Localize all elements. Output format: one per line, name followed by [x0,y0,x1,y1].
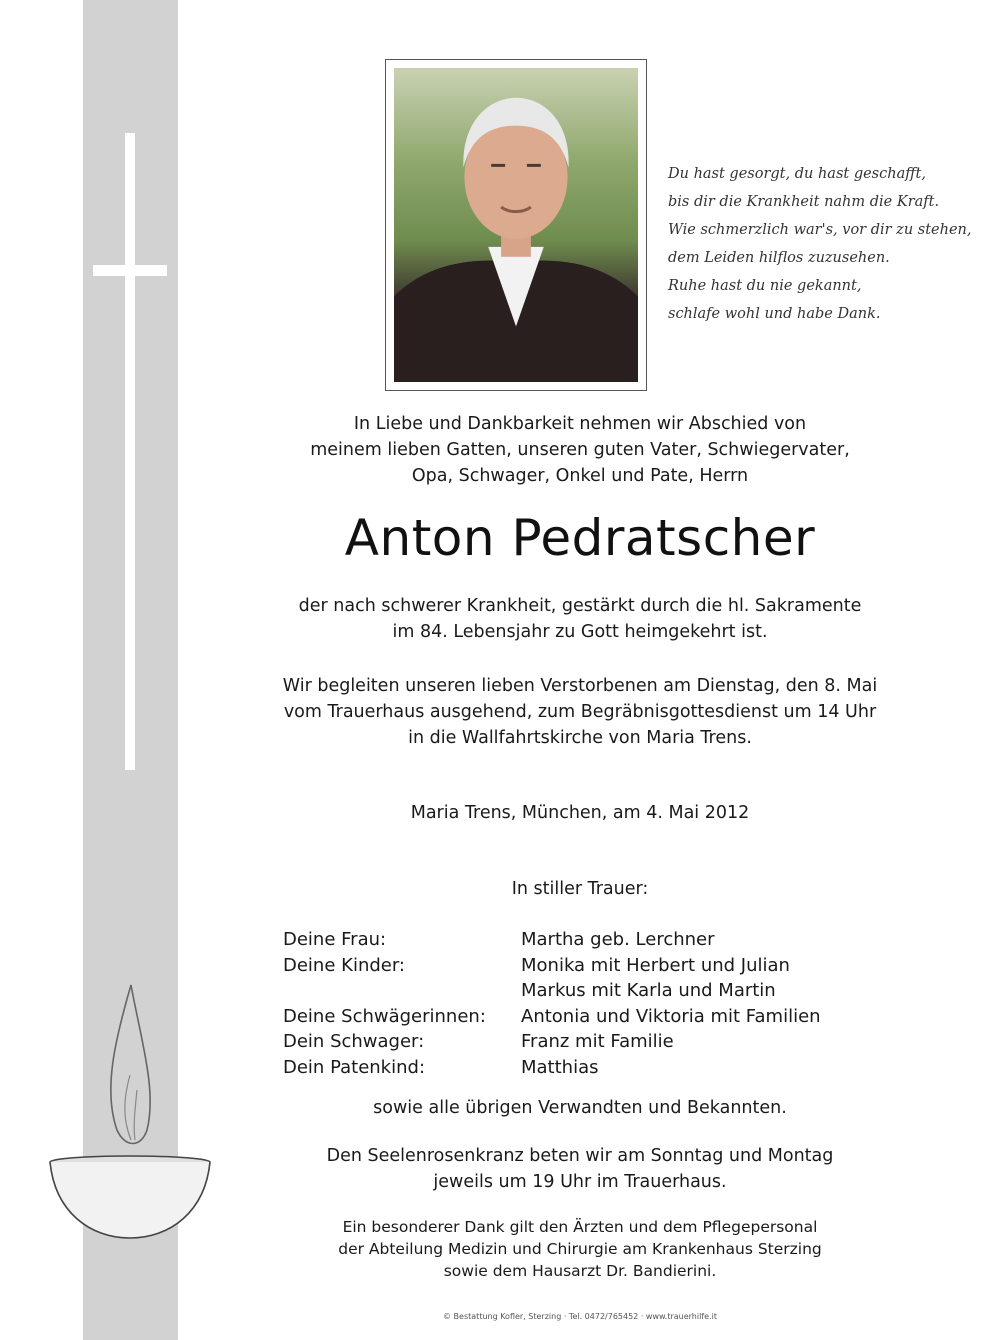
notice-line: im 84. Lebensjahr zu Gott heimgekehrt ist. [392,622,768,642]
candle-bowl-icon [45,980,215,1240]
notice-line: der nach schwerer Krankheit, gestärkt durch die hl. Sakramente [298,596,862,616]
funeral-line: in die Wallfahrtskirche von Maria Trens. [408,728,752,748]
intro-text [200,411,960,489]
family-row [283,1055,821,1081]
intro-line: In Liebe und Dankbarkeit nehmen wir Abschied von [353,414,807,434]
family-value: Martha geb. Lerchner [521,929,715,950]
poem-line: dem Leiden hilflos zuzusehen. [668,250,890,266]
rosary-line: jeweils um 19 Uhr im Trauerhaus. [433,1172,727,1192]
family-label: Dein Patenkind: [283,1056,426,1078]
thanks-line: der Abteilung Medizin und Chirurgie am Krankenhaus Sterzing [338,1240,822,1258]
mourning-heading: In stiller Trauer: [511,879,649,899]
family-value: Matthias [521,1056,599,1078]
family-value: Monika mit Herbert und Julian [521,954,790,976]
intro-line: Opa, Schwager, Onkel und Pate, Herrn [411,466,749,486]
family-label: Deine Schwägerinnen: [283,1005,486,1027]
cross-icon [125,133,135,770]
poem-line: bis dir die Krankheit nahm die Kraft. [668,194,940,210]
death-notice-text [200,593,960,645]
cross-icon-bar [93,265,167,276]
poem-line: schlafe wohl und habe Dank. [668,306,881,322]
portrait-photo [394,68,638,382]
poem-line: Du hast gesorgt, du hast geschafft, [668,166,926,182]
funeral-details [200,673,960,751]
thanks-line: Ein besonderer Dank gilt den Ärzten und dem Pflegepersonal [342,1218,818,1236]
footer-credit: © Bestattung Kofler, Sterzing · Tel. 0472/765452 · www.trauerhilfe.it [443,1312,717,1321]
family-value: Antonia und Viktoria mit Familien [521,1005,821,1027]
intro-line: meinem lieben Gatten, unseren guten Vater, Schwiegervater, [310,440,850,460]
family-label [283,978,521,1004]
family-label: Dein Schwager: [283,1031,425,1052]
funeral-line: vom Trauerhaus ausgehend, zum Begräbnisgottesdienst um 14 Uhr [283,702,877,722]
poem-line: Wie schmerzlich war's, vor dir zu stehen, [668,222,972,238]
thanks-text [200,1216,960,1282]
family-row [283,1029,821,1055]
family-label: Deine Frau: [283,929,387,950]
family-row [283,978,821,1004]
others-text: sowie alle übrigen Verwandten und Bekannten. [373,1098,787,1118]
family-value: Markus mit Karla und Martin [521,980,776,1001]
rosary-line: Den Seelenrosenkranz beten wir am Sonntag und Montag [326,1146,834,1166]
place-date: Maria Trens, München, am 4. Mai 2012 [410,803,750,823]
family-label: Deine Kinder: [283,954,406,976]
family-list [283,927,821,1080]
family-row [283,953,821,979]
poem-line: Ruhe hast du nie gekannt, [668,278,862,294]
rosary-text [200,1143,960,1195]
funeral-line: Wir begleiten unseren lieben Verstorbenen am Dienstag, den 8. Mai [282,676,878,696]
poem [668,160,972,328]
thanks-line: sowie dem Hausarzt Dr. Bandierini. [443,1262,717,1280]
deceased-name: Anton Pedratscher [344,509,816,567]
portrait-frame [385,59,647,391]
family-row [283,927,821,953]
family-value: Franz mit Familie [521,1031,674,1052]
family-row [283,1004,821,1030]
